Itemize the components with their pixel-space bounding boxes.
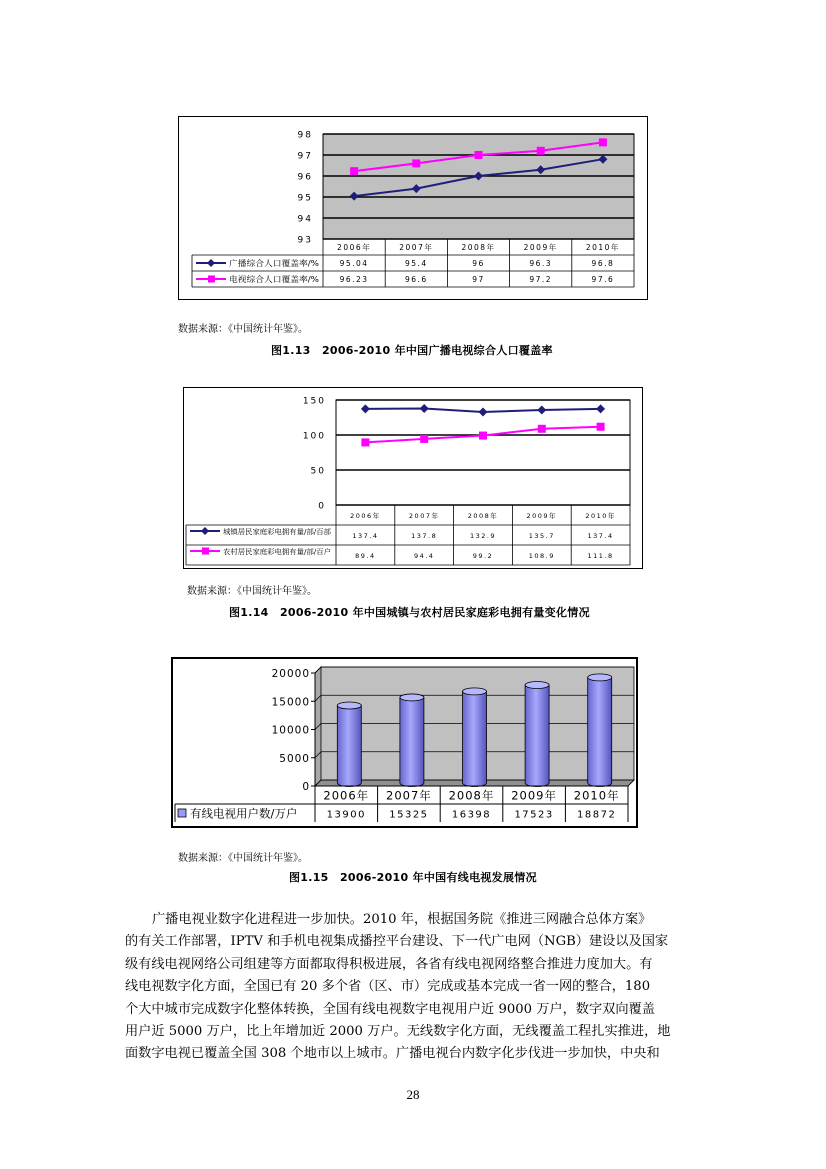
category-label: 2008年 [467, 512, 499, 520]
table-value: 137.4 [587, 532, 614, 540]
category-label: 2008年 [448, 788, 495, 803]
bar-top [588, 674, 612, 681]
category-label: 2007年 [386, 788, 432, 803]
table-value: 89.4 [355, 552, 376, 560]
table-value: 95.4 [404, 259, 428, 268]
table-value: 132.9 [469, 532, 497, 540]
data-point [597, 423, 605, 431]
category-label: 2007年 [408, 512, 440, 520]
table-value: 96.8 [591, 259, 615, 268]
body-line: 线电视数字化方面，全国已有 20 多个省（区、市）完成或基本完成一省一网的整合，180 [125, 979, 651, 995]
table-value: 96.23 [339, 275, 369, 284]
body-line: 级有线电视网络公司组建等方面都取得积极进展，各省有线电视网络整合推进力度加大。有 [125, 956, 653, 972]
y-tick-label: 10000 [271, 724, 310, 737]
table-value: 137.4 [352, 532, 379, 540]
table-value: 135.7 [528, 532, 555, 540]
body-paragraph [125, 909, 701, 1066]
y-tick-label: 50 [310, 466, 326, 477]
data-point [420, 435, 428, 443]
table-value: 96.3 [529, 259, 553, 268]
data-point [479, 432, 487, 440]
table-value: 96 [472, 259, 485, 268]
category-label: 2009年 [526, 512, 558, 520]
y-tick-label: 0 [302, 781, 310, 793]
table-value: 16398 [451, 809, 492, 821]
page-number: 28 [406, 1087, 420, 1102]
table-value: 18872 [577, 809, 617, 821]
chart-cable-tv-users [173, 659, 636, 826]
chart-coverage-rate [179, 117, 647, 299]
category-label: 2008年 [461, 243, 496, 252]
y-tick-label: 100 [302, 431, 326, 442]
figure-1-15-caption: 图1.15 2006-2010 年中国有线电视发展情况 [289, 871, 537, 884]
data-point [475, 151, 483, 159]
legend-label: 有线电视用户数/万户 [190, 806, 298, 821]
legend-label: 电视综合人口覆盖率/% [229, 275, 312, 284]
y-tick-label: 95 [297, 193, 313, 204]
legend-marker [207, 259, 215, 267]
y-tick-label: 93 [297, 235, 313, 246]
y-tick-label: 97 [297, 151, 313, 162]
table-value: 95.04 [339, 259, 369, 268]
category-label: 2009年 [523, 243, 558, 252]
figure-1-14-caption: 图1.14 2006-2010 年中国城镇与农村居民家庭彩电拥有量变化情况 [229, 606, 590, 619]
figure-1-15-source: 数据来源：《中国统计年鉴》。 [178, 853, 308, 864]
table-value: 96.6 [404, 275, 428, 284]
table-value: 97.6 [591, 275, 615, 284]
body-line: 个大中城市完成数字化整体转换，全国有线电视数字电视用户近 9000 万户，数字双向覆盖 [125, 1001, 655, 1017]
bar [337, 705, 361, 786]
bar [525, 685, 549, 787]
legend-label: 农村居民家庭彩电拥有量/部/百户 [223, 548, 326, 556]
table-value: 97.2 [529, 275, 553, 284]
y-tick-label: 20000 [271, 668, 310, 680]
y-tick-label: 0 [318, 501, 326, 512]
category-label: 2006年 [323, 788, 370, 803]
legend-marker [208, 276, 215, 283]
table-value: 97 [472, 275, 485, 284]
figure-1-14-source: 数据来源：《中国统计年鉴》。 [187, 586, 317, 597]
table-value: 99.2 [472, 552, 494, 560]
category-label: 2009年 [511, 788, 557, 803]
body-line: 用户近 5000 万户，比上年增加近 2000 万户。无线数字化方面，无线覆盖工程扎实推进，地 [125, 1024, 671, 1040]
legend-marker [201, 527, 209, 535]
data-point [350, 167, 358, 175]
figure-1-15 [171, 657, 638, 828]
y-tick-label: 98 [297, 130, 313, 141]
legend-marker [178, 809, 186, 817]
legend-label: 广播综合人口覆盖率/% [229, 259, 312, 268]
y-tick-label: 150 [302, 396, 326, 407]
data-point [412, 159, 420, 167]
table-value: 111.8 [587, 552, 614, 560]
figure-1-14 [183, 387, 643, 569]
category-label: 2010年 [585, 512, 616, 520]
figure-1-13-caption: 图1.13 2006-2010 年中国广播电视综合人口覆盖率 [271, 344, 553, 357]
figure-1-13 [178, 116, 648, 300]
table-value: 13900 [326, 809, 366, 821]
data-point [599, 138, 607, 146]
category-label: 2007年 [399, 243, 434, 252]
category-label: 2010年 [573, 788, 620, 803]
body-line: 面数字电视已覆盖全国 308 个地市以上城市。广播电视台内数字化步伐进一步加快，中央和 [125, 1046, 660, 1062]
bar [463, 691, 487, 786]
table-value: 15325 [389, 809, 429, 821]
bar [400, 697, 424, 786]
y-tick-label: 96 [297, 172, 313, 183]
category-label: 2006年 [337, 243, 372, 252]
bar [588, 677, 612, 786]
y-tick-label: 5000 [279, 752, 310, 765]
y-tick-label: 15000 [271, 696, 310, 709]
data-point [361, 438, 369, 446]
table-value: 94.4 [413, 552, 435, 560]
y-tick-label: 94 [297, 214, 313, 225]
table-value: 108.9 [528, 552, 555, 560]
data-point [537, 147, 545, 155]
legend-label: 城镇居民家庭彩电拥有量/部/百部 [223, 528, 326, 536]
figure-1-13-source: 数据来源：《中国统计年鉴》。 [178, 324, 308, 335]
body-line: 的有关工作部署，IPTV 和手机电视集成播控平台建设、下一代广电网（NGB）建设以及国家 [125, 934, 669, 950]
data-point [538, 425, 546, 433]
body-line: 广播电视业数字化进程进一步加快。2010 年，根据国务院《推进三网融合总体方案》 [152, 912, 652, 927]
plot-area [323, 134, 634, 239]
bar-top [525, 681, 549, 688]
bar-top [463, 688, 487, 695]
category-label: 2006年 [350, 512, 381, 520]
table-value: 17523 [514, 809, 554, 821]
bar-top [337, 702, 361, 709]
chart-color-tv-ownership [184, 388, 642, 568]
legend-marker [202, 548, 209, 555]
bar-top [400, 694, 424, 701]
table-value: 137.8 [411, 532, 438, 540]
category-label: 2010年 [585, 243, 620, 252]
